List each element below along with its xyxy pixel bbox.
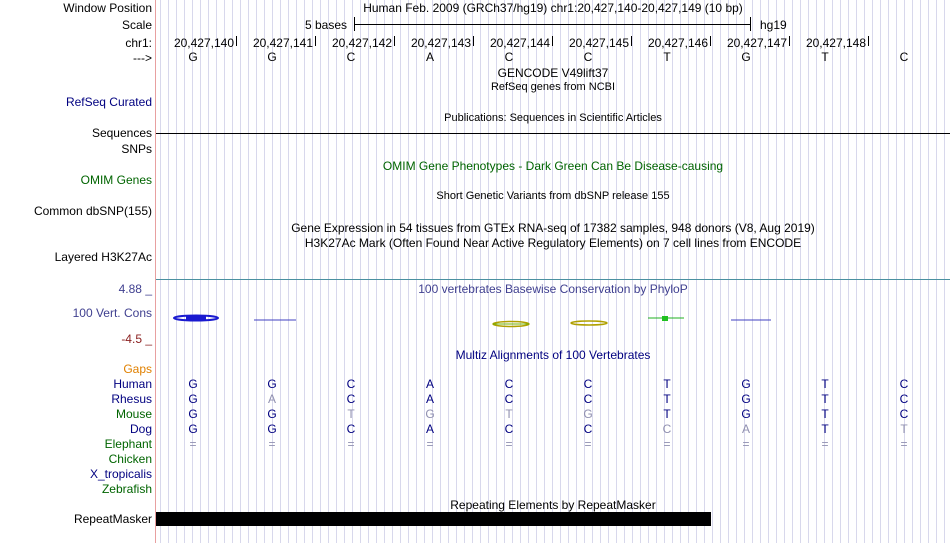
cons-mark-1: [174, 316, 218, 321]
position-text: Human Feb. 2009 (GRCh37/hg19) chr1:20,427,140-20,427,149 (10 bp): [363, 1, 743, 15]
refseq-track-subtitle[interactable]: RefSeq genes from NCBI: [490, 81, 616, 93]
alignment-base: T: [821, 407, 829, 421]
alignment-base: T: [900, 422, 908, 436]
multiz-track-title[interactable]: Multiz Alignments of 100 Vertebrates: [455, 348, 651, 362]
coordinate-label: 20,427,145: [568, 36, 629, 50]
alignment-base: C: [899, 392, 909, 406]
species-label[interactable]: Mouse: [115, 407, 152, 421]
alignment-base: T: [663, 392, 671, 406]
sequences-label[interactable]: Sequences: [91, 126, 152, 140]
coordinate-label: 20,427,147: [726, 36, 787, 50]
alignment-base: T: [663, 407, 671, 421]
gtex-track-title[interactable]: Gene Expression in 54 tissues from GTEx RNA-seq of 17382 samples, 948 donors (V8, Aug 2019): [291, 221, 815, 235]
cons-mark-7: [648, 316, 684, 321]
base-letter: T: [663, 50, 671, 64]
alignment-base: =: [189, 437, 197, 451]
strand-label: --->: [133, 51, 152, 65]
base-letter: G: [741, 50, 751, 64]
coordinate-label: 20,427,140: [173, 36, 234, 50]
alignment-base: =: [268, 437, 276, 451]
omim-track-title[interactable]: OMIM Gene Phenotypes - Dark Green Can Be Disease-causing: [382, 159, 724, 173]
phylop-track-title[interactable]: 100 vertebrates Basewise Conservation by PhyloP: [418, 282, 688, 296]
alignment-base: =: [505, 437, 513, 451]
chrom-label: chr1:: [125, 36, 152, 50]
coordinate-tick: [473, 36, 474, 46]
coordinate-tick: [789, 36, 790, 46]
coordinate-tick: [236, 36, 237, 46]
coordinate-label: 20,427,148: [805, 36, 866, 50]
alignment-base: T: [821, 422, 829, 436]
alignment-base: C: [583, 392, 593, 406]
alignment-base: C: [346, 377, 356, 391]
publications-track-title[interactable]: Publications: Sequences in Scientific Articles: [444, 112, 662, 124]
cons-min-label: -4.5 _: [121, 332, 152, 346]
coordinate-tick: [631, 36, 632, 46]
alignment-base: C: [504, 422, 514, 436]
base-letter: A: [425, 50, 434, 64]
alignment-base: C: [583, 422, 593, 436]
alignment-base: C: [346, 422, 356, 436]
alignment-base: G: [267, 377, 277, 391]
alignment-base: G: [583, 407, 593, 421]
cons-section-divider: [156, 279, 950, 280]
alignment-base: T: [505, 407, 513, 421]
alignment-base: C: [346, 392, 356, 406]
alignment-base: =: [821, 437, 829, 451]
alignment-base: =: [584, 437, 592, 451]
alignment-base: G: [741, 392, 751, 406]
alignment-base: C: [899, 377, 909, 391]
alignment-base: C: [504, 377, 514, 391]
sequences-track-line: [156, 133, 950, 134]
refseq-track-label[interactable]: RefSeq Curated: [65, 95, 152, 109]
cons-track-label[interactable]: 100 Vert. Cons: [72, 306, 152, 320]
alignment-base: =: [663, 437, 671, 451]
alignment-base: C: [899, 407, 909, 421]
assembly-label: hg19: [760, 18, 787, 32]
species-label[interactable]: Zebrafish: [101, 482, 152, 496]
species-label[interactable]: Elephant: [104, 437, 152, 451]
gaps-label[interactable]: Gaps: [123, 362, 152, 376]
alignment-base: G: [741, 377, 751, 391]
alignment-base: G: [188, 422, 198, 436]
alignment-base: C: [504, 392, 514, 406]
coordinate-label: 20,427,142: [331, 36, 392, 50]
dbsnp-track-title[interactable]: Short Genetic Variants from dbSNP release 155: [436, 190, 670, 202]
phylop-wiggle: [156, 310, 950, 330]
species-label[interactable]: Rhesus: [111, 392, 152, 406]
scale-bar-end: [750, 17, 751, 31]
alignment-base: A: [425, 392, 434, 406]
alignment-base: T: [663, 377, 671, 391]
alignment-base: G: [267, 407, 277, 421]
h3k27ac-track-title[interactable]: H3K27Ac Mark (Often Found Near Active Regulatory Elements) on 7 cell lines from ENCODE: [304, 236, 802, 250]
base-letter: G: [188, 50, 198, 64]
scale-bar: [354, 24, 750, 25]
alignment-base: =: [347, 437, 355, 451]
species-label[interactable]: X_tropicalis: [89, 467, 152, 481]
coordinate-label: 20,427,146: [647, 36, 708, 50]
alignment-base: T: [347, 407, 355, 421]
alignment-base: C: [662, 422, 672, 436]
alignment-base: G: [741, 407, 751, 421]
alignment-base: A: [741, 422, 750, 436]
coordinate-tick: [868, 36, 869, 46]
coordinate-tick: [315, 36, 316, 46]
base-letter: C: [504, 50, 514, 64]
coordinate-label: 20,427,144: [489, 36, 550, 50]
base-letter: C: [583, 50, 593, 64]
dbsnp-label[interactable]: Common dbSNP(155): [33, 204, 152, 218]
base-letter: C: [346, 50, 356, 64]
alignment-base: A: [425, 422, 434, 436]
scale-label: Scale: [121, 18, 152, 32]
alignment-base: C: [583, 377, 593, 391]
repeat-element-bar[interactable]: [156, 512, 711, 526]
h3k27ac-label[interactable]: Layered H3K27Ac: [54, 250, 152, 264]
base-letter: G: [267, 50, 277, 64]
species-label[interactable]: Chicken: [108, 452, 152, 466]
coordinate-tick: [710, 36, 711, 46]
alignment-base: =: [900, 437, 908, 451]
window-position-label: Window Position: [63, 1, 152, 15]
species-label[interactable]: Human: [113, 377, 152, 391]
base-letter: T: [821, 50, 829, 64]
cons-mark-5: [493, 322, 529, 327]
species-label[interactable]: Dog: [129, 422, 152, 436]
coordinate-tick: [394, 36, 395, 46]
alignment-base: =: [742, 437, 750, 451]
alignment-base: A: [267, 392, 276, 406]
repeatmasker-label[interactable]: RepeatMasker: [73, 512, 152, 526]
cons-max-label: 4.88 _: [118, 282, 152, 296]
alignment-base: T: [821, 392, 829, 406]
alignment-base: G: [188, 407, 198, 421]
alignment-base: G: [267, 422, 277, 436]
coordinate-tick: [552, 36, 553, 46]
alignment-base: G: [425, 407, 435, 421]
gencode-track-title[interactable]: GENCODE V49lift37: [497, 66, 609, 80]
alignment-base: A: [425, 377, 434, 391]
omim-label[interactable]: OMIM Genes: [80, 173, 152, 187]
alignment-base: T: [821, 377, 829, 391]
cons-mark-6: [571, 321, 607, 325]
scale-text: 5 bases: [305, 18, 348, 32]
alignment-base: =: [426, 437, 434, 451]
base-letter: C: [899, 50, 909, 64]
coordinate-label: 20,427,141: [252, 36, 313, 50]
snps-label[interactable]: SNPs: [121, 142, 152, 156]
coordinate-label: 20,427,143: [410, 36, 471, 50]
alignment-base: G: [188, 392, 198, 406]
repeatmasker-track-title[interactable]: Repeating Elements by RepeatMasker: [450, 498, 656, 512]
alignment-base: G: [188, 377, 198, 391]
